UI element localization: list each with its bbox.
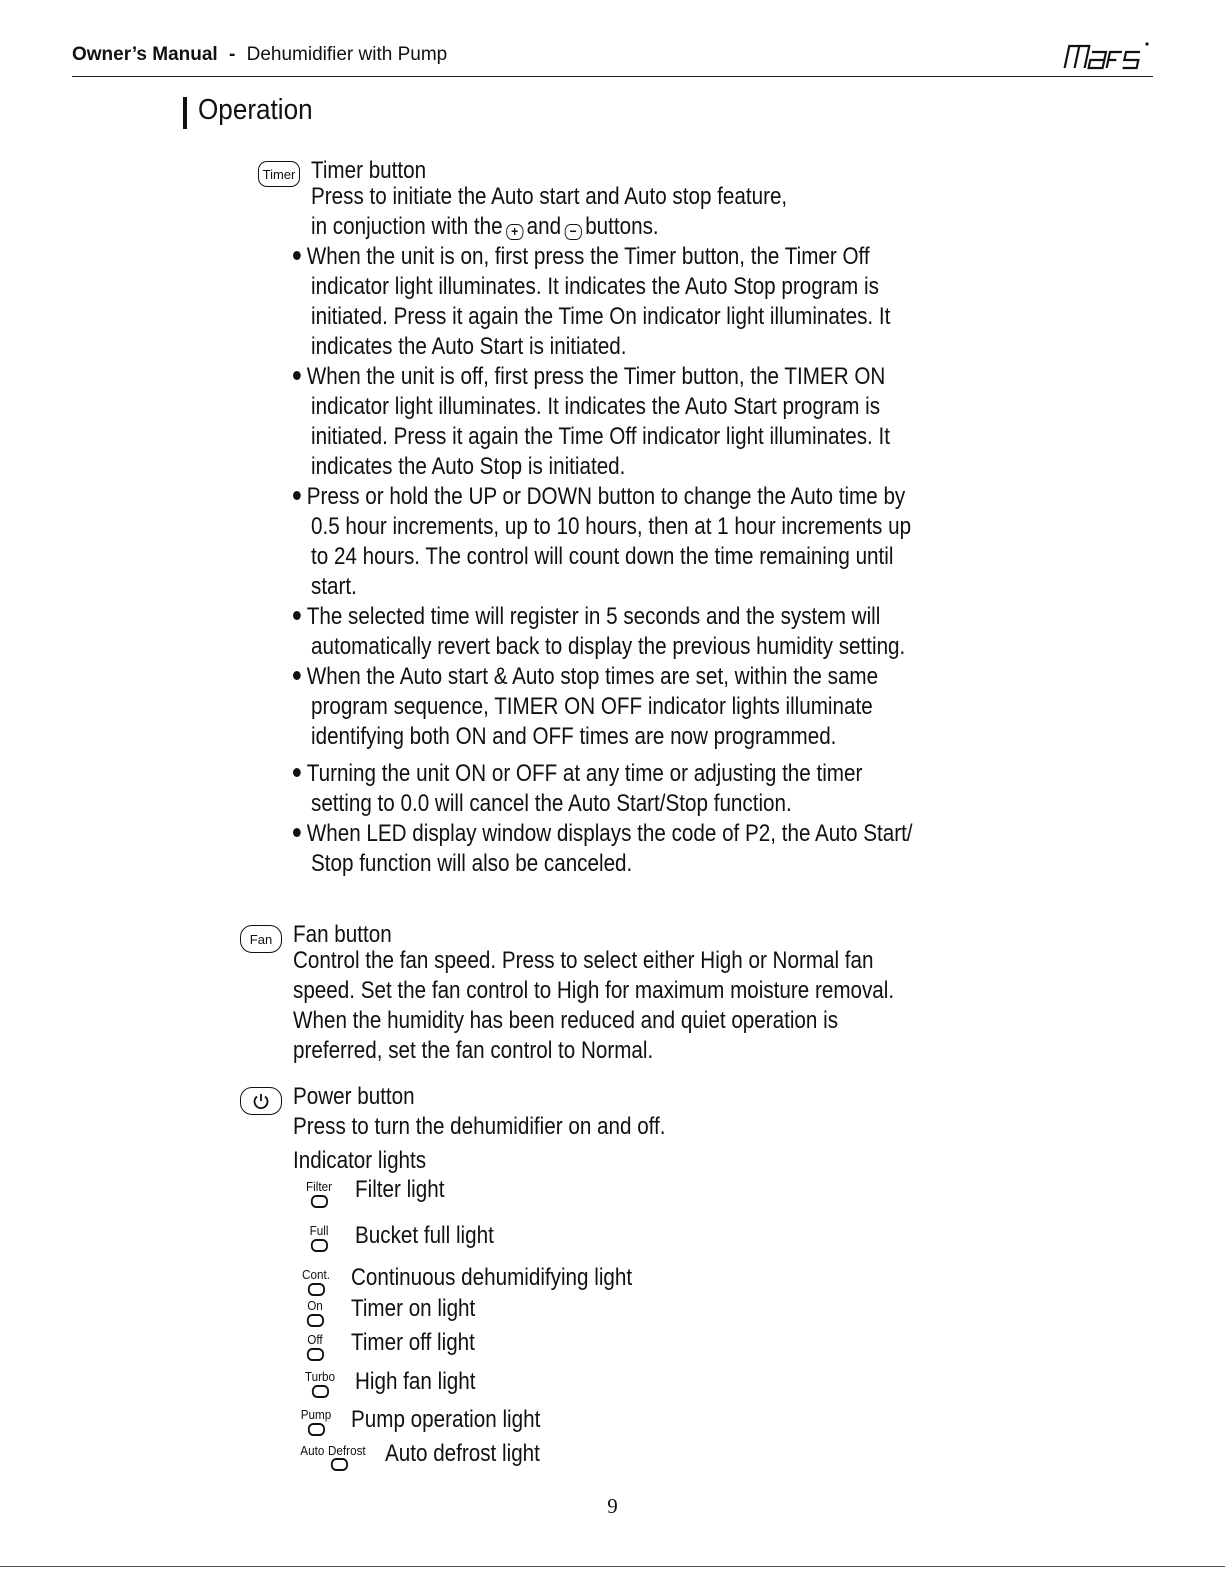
- power-icon: [251, 1091, 271, 1111]
- header-separator: -: [228, 44, 236, 65]
- turbo-indicator-icon: Turbo: [302, 1370, 338, 1398]
- header-title: [72, 44, 447, 66]
- section-marker: [183, 97, 187, 129]
- bullet-6-line-1: Turning the unit ON or OFF at any time or adjusting the timer: [293, 759, 862, 789]
- manual-label: Owner’s Manual: [72, 44, 218, 65]
- power-title: Power button: [293, 1083, 415, 1110]
- timer-intro-2b: and: [526, 213, 562, 240]
- pump-indicator-icon: Pump: [298, 1408, 334, 1436]
- bullet-dot: [293, 491, 301, 500]
- fan-title: Fan button: [293, 921, 392, 948]
- off-indicator-icon: Off: [302, 1333, 329, 1361]
- bullet-4-line-2: automatically revert back to display the previous humidity setting.: [311, 633, 906, 660]
- filter-indicator-icon: Filter: [304, 1180, 335, 1208]
- fan-line-4: preferred, set the fan control to Normal.: [293, 1037, 654, 1064]
- bullet-1-line-1: When the unit is on, first press the Timer button, the Timer Off: [293, 242, 870, 272]
- bullet-2-line-4: indicates the Auto Stop is initiated.: [311, 453, 626, 480]
- timer-key-label: Timer: [262, 166, 296, 182]
- bullet-7-line-2: Stop function will also be canceled.: [311, 850, 633, 877]
- bullet-dot: [293, 768, 301, 777]
- continuous-light-label: Continuous dehumidifying light: [351, 1264, 633, 1291]
- timer-intro-2c: buttons.: [585, 213, 659, 240]
- indicator-heading: Indicator lights: [293, 1147, 427, 1174]
- section-title: Operation: [198, 94, 313, 126]
- mars-logo: [1061, 38, 1151, 72]
- bullet-dot: [293, 251, 301, 260]
- bullet-3-line-2: 0.5 hour increments, up to 10 hours, then at 1 hour increments up: [311, 513, 912, 540]
- full-indicator-icon: Full: [304, 1224, 335, 1252]
- filter-light-label: Filter light: [355, 1176, 445, 1203]
- bottom-divider: [0, 1566, 1225, 1567]
- timer-on-light-label: Timer on light: [351, 1295, 476, 1322]
- bucket-full-light-label: Bucket full light: [355, 1222, 494, 1249]
- bullet-1-line-3: initiated. Press it again the Time On indicator light illuminates. It: [311, 303, 891, 330]
- bullet-4-line-1: The selected time will register in 5 seconds and the system will: [293, 602, 880, 632]
- bullet-1-line-4: indicates the Auto Start is initiated.: [311, 333, 627, 360]
- timer-intro-2a: in conjuction with the: [311, 213, 503, 240]
- bullet-dot: [293, 671, 301, 680]
- timer-key-icon: [258, 161, 300, 187]
- mars-logo-icon: [1061, 38, 1151, 72]
- bullet-6-line-2: setting to 0.0 will cancel the Auto Start/Stop function.: [311, 790, 792, 817]
- bullet-7-line-1: When LED display window displays the code of P2, the Auto Start/: [293, 819, 913, 849]
- on-indicator-icon: On: [302, 1299, 329, 1327]
- page-number: 9: [607, 1494, 618, 1518]
- timer-intro-1: Press to initiate the Auto start and Auto stop feature,: [311, 183, 788, 210]
- cont-indicator-icon: Cont.: [299, 1268, 333, 1296]
- bullet-2-line-3: initiated. Press it again the Time Off indicator light illuminates. It: [311, 423, 890, 450]
- timer-intro-2: [311, 212, 659, 242]
- page-header: [72, 42, 1153, 77]
- bullet-3-line-4: start.: [311, 573, 357, 600]
- fan-key-label: Fan: [249, 931, 273, 947]
- auto-defrost-indicator-icon: Auto Defrost: [300, 1444, 377, 1471]
- bullet-dot: [293, 828, 301, 837]
- timer-off-light-label: Timer off light: [351, 1329, 475, 1356]
- power-line: Press to turn the dehumidifier on and off.: [293, 1113, 666, 1140]
- high-fan-light-label: High fan light: [355, 1368, 476, 1395]
- bullet-5-line-3: identifying both ON and OFF times are now programmed.: [311, 723, 837, 750]
- fan-key-icon: [240, 925, 282, 953]
- bullet-3-line-1: Press or hold the UP or DOWN button to change the Auto time by: [293, 482, 905, 512]
- bullet-2-line-2: indicator light illuminates. It indicates the Auto Start program is: [311, 393, 881, 420]
- plus-icon: +: [506, 224, 523, 240]
- bullet-1-line-2: indicator light illuminates. It indicates the Auto Stop program is: [311, 273, 879, 300]
- minus-icon: −: [565, 224, 582, 240]
- bullet-5-line-2: program sequence, TIMER ON OFF indicator lights illuminate: [311, 693, 873, 720]
- power-key-icon: [240, 1087, 282, 1115]
- header-subtitle: Dehumidifier with Pump: [246, 44, 448, 65]
- bullet-5-line-1: When the Auto start & Auto stop times are set, within the same: [293, 662, 878, 692]
- bullet-dot: [293, 611, 301, 620]
- pump-light-label: Pump operation light: [351, 1406, 541, 1433]
- fan-line-2: speed. Set the fan control to High for maximum moisture removal.: [293, 977, 895, 1004]
- bullet-3-line-3: to 24 hours. The control will count down the time remaining until: [311, 543, 894, 570]
- fan-line-3: When the humidity has been reduced and quiet operation is: [293, 1007, 839, 1034]
- fan-line-1: Control the fan speed. Press to select either High or Normal fan: [293, 947, 874, 974]
- bullet-dot: [293, 371, 301, 380]
- timer-title: Timer button: [311, 157, 427, 184]
- auto-defrost-light-label: Auto defrost light: [385, 1440, 540, 1467]
- bullet-2-line-1: When the unit is off, first press the Timer button, the TIMER ON: [293, 362, 885, 392]
